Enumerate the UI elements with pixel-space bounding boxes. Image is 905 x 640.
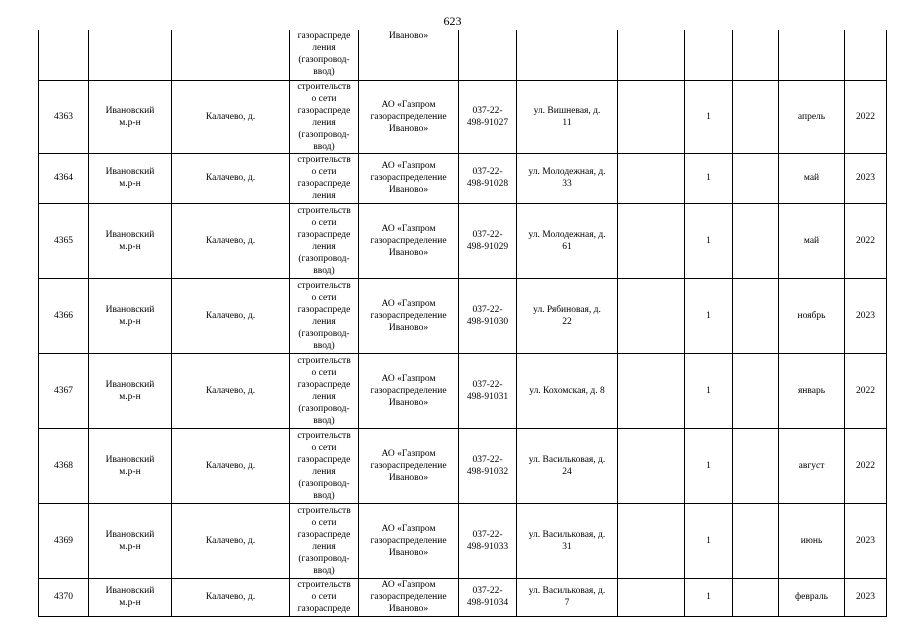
address-line: ул. Васильковая, д.	[528, 454, 606, 465]
cell-empty	[39, 30, 89, 80]
quantity-cell: 1	[685, 428, 733, 503]
row-number-cell: 4368	[39, 428, 89, 503]
work-type-line: ввод)	[313, 67, 335, 77]
work-type-cell	[290, 278, 359, 353]
work-type-line: ления	[312, 316, 336, 327]
work-type-cell	[290, 30, 359, 80]
locality-cell: Калачево, д.	[172, 578, 290, 616]
district-cell	[89, 80, 172, 153]
organization-cell	[359, 278, 459, 353]
row-number-cell: 4369	[39, 503, 89, 578]
work-type-cell	[290, 353, 359, 428]
organization-cell	[359, 153, 459, 203]
year-cell: 2023	[845, 503, 887, 578]
address-line: 33	[562, 179, 572, 189]
cell-empty	[517, 30, 618, 80]
organization-line: газораспределение	[370, 173, 447, 183]
district-line: Ивановский	[105, 229, 155, 240]
empty-cell	[733, 153, 779, 203]
work-type-line: (газопровод-	[298, 55, 350, 65]
page-number: 623	[443, 14, 462, 28]
organization-line: АО «Газпром	[381, 448, 436, 459]
district-cell	[89, 428, 172, 503]
work-type-line: о сети	[311, 167, 337, 177]
month-cell: май	[779, 203, 845, 278]
address-line: 61	[562, 241, 572, 252]
district-line: м.р-н	[119, 241, 141, 252]
work-type-line: строительств	[297, 580, 351, 590]
year-cell: 2022	[845, 428, 887, 503]
empty-cell	[618, 153, 685, 203]
code-line: 037-22-	[472, 379, 503, 390]
district-line: м.р-н	[119, 391, 141, 402]
code-line: 498-91032	[466, 466, 509, 477]
organization-cell	[359, 578, 459, 616]
month-cell: май	[779, 153, 845, 203]
work-type-line: ления	[312, 241, 336, 252]
code-line: 498-91034	[466, 598, 509, 608]
work-type-line: (газопровод-	[298, 478, 350, 489]
work-type-line: о сети	[311, 367, 337, 378]
work-type-line: строительств	[297, 81, 351, 92]
code-line: 037-22-	[472, 529, 503, 540]
locality-cell: Калачево, д.	[172, 203, 290, 278]
organization-line: АО «Газпром	[381, 580, 436, 590]
work-type-line: строительств	[297, 430, 351, 441]
work-type-line: ления	[312, 43, 336, 53]
work-type-line: ввод)	[313, 490, 335, 501]
code-line: 037-22-	[472, 304, 503, 315]
row-number-cell: 4363	[39, 80, 89, 153]
table-row	[39, 278, 887, 353]
cell-empty	[172, 30, 290, 80]
empty-cell	[618, 353, 685, 428]
quantity-cell: 1	[685, 278, 733, 353]
organization-line: Иваново»	[388, 472, 429, 483]
organization-line: газораспределение	[370, 111, 447, 122]
address-line: ул. Молодежная, д.	[528, 167, 606, 177]
row-number-cell: 4365	[39, 203, 89, 278]
organization-line: АО «Газпром	[381, 223, 436, 234]
table-body	[39, 30, 887, 616]
empty-cell	[618, 428, 685, 503]
table-row	[39, 428, 887, 503]
address-cell	[517, 503, 618, 578]
quantity-cell: 1	[685, 153, 733, 203]
address-line: ул. Вишневая, д.	[533, 105, 601, 116]
work-type-cell	[290, 503, 359, 578]
address-line: 11	[562, 117, 572, 128]
work-type-line: ввод)	[313, 340, 335, 351]
code-cell	[459, 80, 517, 153]
address-line: 7	[564, 598, 570, 608]
quantity-cell: 1	[685, 578, 733, 616]
address-cell	[517, 80, 618, 153]
table-row	[39, 153, 887, 203]
organization-line: АО «Газпром	[381, 298, 436, 309]
year-cell: 2023	[845, 153, 887, 203]
organization-line: газораспределение	[370, 535, 447, 546]
work-type-line: о сети	[311, 592, 337, 602]
quantity-cell: 1	[685, 203, 733, 278]
cell-empty	[779, 30, 845, 80]
empty-cell	[733, 428, 779, 503]
work-type-line: строительств	[297, 505, 351, 516]
work-type-line: строительств	[297, 205, 351, 216]
empty-cell	[618, 503, 685, 578]
work-type-line: ления	[312, 391, 336, 402]
table-row	[39, 353, 887, 428]
district-line: Ивановский	[105, 105, 155, 116]
organization-line: газораспределение	[370, 592, 447, 602]
address-line: 22	[562, 316, 572, 327]
locality-cell: Калачево, д.	[172, 428, 290, 503]
address-line: ул. Рябиновая, д.	[533, 304, 601, 315]
address-line: 31	[562, 541, 572, 552]
empty-cell	[618, 80, 685, 153]
empty-cell	[733, 503, 779, 578]
district-line: Ивановский	[105, 586, 155, 596]
cell-empty	[459, 30, 517, 80]
district-cell	[89, 203, 172, 278]
district-line: Ивановский	[105, 529, 155, 540]
organization-cell	[359, 353, 459, 428]
month-cell: январь	[779, 353, 845, 428]
code-cell	[459, 278, 517, 353]
work-type-line: строительств	[297, 280, 351, 291]
empty-cell	[733, 353, 779, 428]
code-line: 498-91029	[466, 241, 509, 252]
code-line: 498-91030	[466, 316, 509, 327]
empty-cell	[618, 578, 685, 616]
work-type-line: газораспреде	[297, 529, 351, 540]
empty-cell	[733, 278, 779, 353]
table-row	[39, 203, 887, 278]
year-cell: 2023	[845, 578, 887, 616]
organization-cell	[359, 503, 459, 578]
district-line: Ивановский	[105, 167, 155, 177]
year-cell: 2022	[845, 203, 887, 278]
work-type-cell	[290, 578, 359, 616]
work-type-line: ления	[312, 466, 336, 477]
organization-line: газораспределение	[370, 385, 447, 396]
organization-line: АО «Газпром	[381, 373, 436, 384]
organization-line: газораспределение	[370, 460, 447, 471]
district-cell	[89, 153, 172, 203]
table-row	[39, 503, 887, 578]
organization-line: Иваново»	[388, 547, 429, 558]
district-cell	[89, 578, 172, 616]
organization-line: Иваново»	[388, 31, 429, 41]
work-type-cell	[290, 203, 359, 278]
district-line: м.р-н	[119, 466, 141, 477]
row-number-cell: 4370	[39, 578, 89, 616]
organization-line: Иваново»	[388, 604, 429, 614]
district-line: м.р-н	[119, 541, 141, 552]
locality-cell: Калачево, д.	[172, 80, 290, 153]
code-cell	[459, 153, 517, 203]
district-line: м.р-н	[119, 598, 141, 608]
organization-line: АО «Газпром	[381, 523, 436, 534]
organization-line: Иваново»	[388, 185, 429, 195]
table-row	[39, 578, 887, 616]
work-type-line: (газопровод-	[298, 129, 350, 140]
locality-cell: Калачево, д.	[172, 153, 290, 203]
work-type-line: (газопровод-	[298, 403, 350, 414]
code-cell	[459, 203, 517, 278]
organization-line: газораспределение	[370, 235, 447, 246]
code-line: 498-91031	[466, 391, 509, 402]
work-type-line: газораспреде	[297, 31, 351, 41]
code-cell	[459, 428, 517, 503]
work-type-line: о сети	[311, 442, 337, 453]
work-type-line: о сети	[311, 517, 337, 528]
locality-cell: Калачево, д.	[172, 278, 290, 353]
work-type-line: ления	[312, 541, 336, 552]
district-line: м.р-н	[119, 117, 141, 128]
district-line: м.р-н	[119, 316, 141, 327]
code-cell	[459, 503, 517, 578]
code-line: 037-22-	[472, 167, 503, 177]
work-type-cell	[290, 80, 359, 153]
work-type-line: газораспреде	[297, 105, 351, 116]
work-type-line: (газопровод-	[298, 553, 350, 564]
work-type-cell	[290, 153, 359, 203]
locality-cell: Калачево, д.	[172, 353, 290, 428]
empty-cell	[733, 80, 779, 153]
work-type-line: (газопровод-	[298, 328, 350, 339]
empty-cell	[618, 278, 685, 353]
cell-empty	[685, 30, 733, 80]
address-line: 24	[562, 466, 572, 477]
work-type-line: (газопровод-	[298, 253, 350, 264]
locality-cell: Калачево, д.	[172, 503, 290, 578]
district-cell	[89, 503, 172, 578]
work-type-line: ления	[312, 117, 336, 128]
code-line: 037-22-	[472, 229, 503, 240]
code-line: 498-91027	[466, 117, 509, 128]
cell-empty	[89, 30, 172, 80]
work-type-line: газораспреде	[297, 229, 351, 240]
organization-cell	[359, 428, 459, 503]
district-line: Ивановский	[105, 379, 155, 390]
organization-line: Иваново»	[388, 247, 429, 258]
organization-line: АО «Газпром	[381, 99, 436, 110]
work-type-line: ввод)	[313, 565, 335, 576]
address-line: ул. Кохомская, д. 8	[529, 385, 605, 396]
work-type-line: ввод)	[313, 265, 335, 276]
month-cell: февраль	[779, 578, 845, 616]
address-cell	[517, 353, 618, 428]
address-line: ул. Васильковая, д.	[528, 529, 606, 540]
month-cell: апрель	[779, 80, 845, 153]
address-cell	[517, 578, 618, 616]
table-row	[39, 80, 887, 153]
row-number-cell: 4364	[39, 153, 89, 203]
code-line: 498-91033	[466, 541, 509, 552]
address-line: ул. Васильковая, д.	[528, 586, 606, 596]
work-type-line: газораспреде	[297, 179, 351, 189]
work-type-line: строительств	[297, 155, 351, 165]
empty-cell	[733, 203, 779, 278]
address-line: ул. Молодежная, д.	[528, 229, 606, 240]
district-line: Ивановский	[105, 304, 155, 315]
work-type-line: газораспреде	[297, 379, 351, 390]
organization-line: Иваново»	[388, 123, 429, 134]
row-number-cell: 4366	[39, 278, 89, 353]
district-cell	[89, 278, 172, 353]
address-cell	[517, 203, 618, 278]
work-type-line: о сети	[311, 217, 337, 228]
month-cell: август	[779, 428, 845, 503]
work-type-line: газораспреде	[297, 604, 351, 614]
organization-line: АО «Газпром	[381, 161, 436, 171]
code-line: 037-22-	[472, 454, 503, 465]
month-cell: июнь	[779, 503, 845, 578]
organization-line: Иваново»	[388, 322, 429, 333]
cell-empty	[618, 30, 685, 80]
quantity-cell: 1	[685, 503, 733, 578]
code-cell	[459, 353, 517, 428]
work-type-line: о сети	[311, 292, 337, 303]
work-type-cell	[290, 428, 359, 503]
district-cell	[89, 353, 172, 428]
district-line: м.р-н	[119, 179, 141, 189]
work-type-line: ления	[312, 191, 336, 201]
organization-line: Иваново»	[388, 397, 429, 408]
year-cell: 2023	[845, 278, 887, 353]
cell-empty	[845, 30, 887, 80]
organization-cell	[359, 80, 459, 153]
cell-empty	[733, 30, 779, 80]
district-line: Ивановский	[105, 454, 155, 465]
month-cell: ноябрь	[779, 278, 845, 353]
address-cell	[517, 278, 618, 353]
organization-cell	[359, 203, 459, 278]
row-number-cell: 4367	[39, 353, 89, 428]
organization-cell	[359, 30, 459, 80]
registry-table	[38, 30, 887, 617]
empty-cell	[618, 203, 685, 278]
code-line: 498-91028	[466, 179, 509, 189]
year-cell: 2022	[845, 80, 887, 153]
code-cell	[459, 578, 517, 616]
work-type-line: о сети	[311, 93, 337, 104]
quantity-cell: 1	[685, 353, 733, 428]
code-line: 037-22-	[472, 105, 503, 116]
work-type-line: ввод)	[313, 141, 335, 152]
work-type-line: газораспреде	[297, 304, 351, 315]
code-line: 037-22-	[472, 586, 503, 596]
work-type-line: ввод)	[313, 415, 335, 426]
year-cell: 2022	[845, 353, 887, 428]
organization-line: газораспределение	[370, 310, 447, 321]
table-row-continuation	[39, 30, 887, 80]
empty-cell	[733, 578, 779, 616]
address-cell	[517, 428, 618, 503]
address-cell	[517, 153, 618, 203]
work-type-line: строительств	[297, 355, 351, 366]
quantity-cell: 1	[685, 80, 733, 153]
work-type-line: газораспреде	[297, 454, 351, 465]
